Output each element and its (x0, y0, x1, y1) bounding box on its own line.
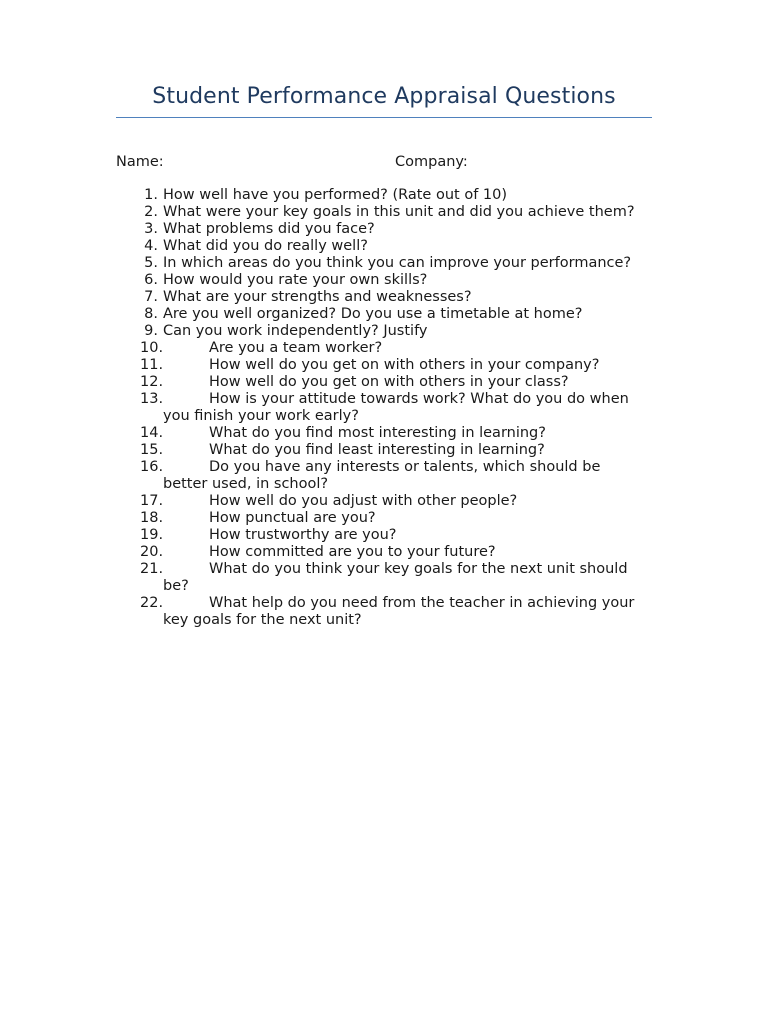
question-item (136, 442, 636, 459)
question-item (136, 187, 636, 204)
question-item (136, 527, 636, 544)
question-item (136, 289, 636, 306)
question-text: How well do you get on with others in your class? (209, 374, 569, 390)
question-item (136, 510, 636, 527)
question-text: What are your strengths and weaknesses? (163, 289, 472, 305)
question-number: 8. (144, 306, 158, 322)
name-field-label: Name: (116, 154, 164, 170)
question-number: 18. (140, 510, 164, 526)
question-text: What do you find least interesting in learning? (209, 442, 545, 458)
question-number: 10. (140, 340, 164, 356)
question-number: 4. (144, 238, 158, 254)
question-item (136, 425, 636, 442)
question-text: How is your attitude towards work? What do you do when you finish your work early? (163, 391, 629, 424)
question-item (136, 238, 636, 255)
question-text: Are you a team worker? (209, 340, 383, 356)
question-number: 7. (144, 289, 158, 305)
question-number: 1. (144, 187, 158, 203)
question-text: How punctual are you? (209, 510, 376, 526)
company-field-label: Company: (395, 154, 468, 170)
question-item (136, 561, 636, 595)
question-item (136, 374, 636, 391)
question-text: How would you rate your own skills? (163, 272, 428, 288)
question-number: 5. (144, 255, 158, 271)
question-item (136, 221, 636, 238)
question-text: How committed are you to your future? (209, 544, 496, 560)
question-text: What do you think your key goals for the next unit should be? (163, 561, 628, 594)
question-list (136, 187, 636, 629)
question-number: 6. (144, 272, 158, 288)
question-number: 9. (144, 323, 158, 339)
question-item (136, 459, 636, 493)
question-number: 2. (144, 204, 158, 220)
question-item (136, 340, 636, 357)
question-item (136, 272, 636, 289)
question-text: Do you have any interests or talents, which should be better used, in school? (163, 459, 601, 492)
question-item (136, 204, 636, 221)
question-text: Are you well organized? Do you use a timetable at home? (163, 306, 583, 322)
question-number: 21. (140, 561, 164, 577)
question-text: In which areas do you think you can improve your performance? (163, 255, 632, 271)
title-underline (116, 117, 652, 118)
question-number: 3. (144, 221, 158, 237)
question-item (136, 323, 636, 340)
question-item (136, 357, 636, 374)
question-text: How well do you adjust with other people? (209, 493, 518, 509)
question-text: What do you find most interesting in learning? (209, 425, 546, 441)
question-number: 20. (140, 544, 164, 560)
question-number: 22. (140, 595, 164, 611)
question-number: 19. (140, 527, 164, 543)
question-text: What did you do really well? (163, 238, 368, 254)
question-number: 11. (140, 357, 164, 373)
question-item (136, 595, 636, 629)
question-item (136, 493, 636, 510)
question-number: 16. (140, 459, 164, 475)
question-number: 17. (140, 493, 164, 509)
question-number: 13. (140, 391, 164, 407)
question-text: How trustworthy are you? (209, 527, 397, 543)
question-number: 14. (140, 425, 164, 441)
question-number: 15. (140, 442, 164, 458)
question-number: 12. (140, 374, 164, 390)
question-item (136, 391, 636, 425)
question-text: What problems did you face? (163, 221, 375, 237)
question-item (136, 544, 636, 561)
document-title: Student Performance Appraisal Questions (152, 84, 616, 109)
question-text: What were your key goals in this unit and did you achieve them? (163, 204, 635, 220)
question-item (136, 255, 636, 272)
question-text: How well have you performed? (Rate out of 10) (163, 187, 508, 203)
question-text: Can you work independently? Justify (163, 323, 428, 339)
question-text: What help do you need from the teacher in achieving your key goals for the next unit? (163, 595, 635, 628)
question-text: How well do you get on with others in your company? (209, 357, 600, 373)
question-item (136, 306, 636, 323)
